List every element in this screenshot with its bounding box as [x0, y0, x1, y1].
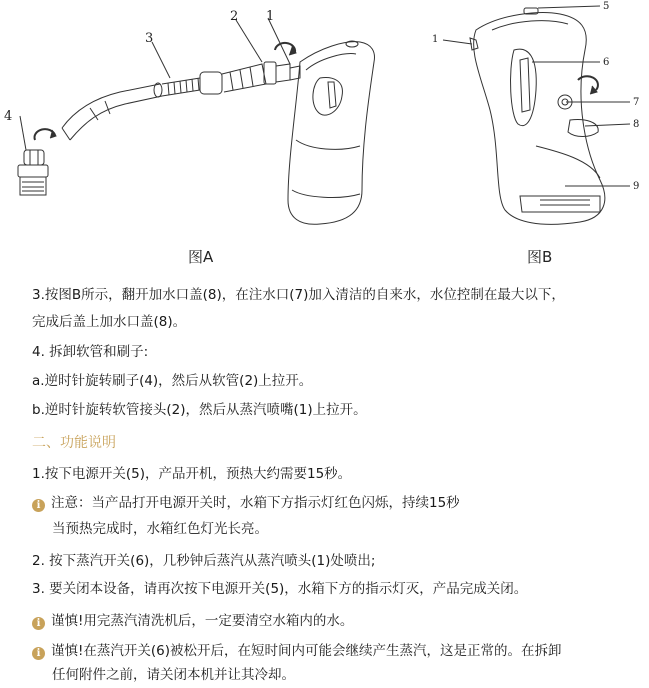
caution-2	[32, 642, 562, 660]
note-1-line1: 注意：当产品打开电源开关时，水箱下方指示灯红色闪烁，持续15秒	[51, 495, 460, 511]
figure-a-caption: 图A	[188, 248, 214, 266]
section-heading-functions: 二、功能说明	[32, 435, 116, 451]
note-1-line2: 当预热完成时，水箱红色灯光长亮。	[52, 521, 268, 537]
callout-b-7: 7	[633, 97, 640, 108]
note-1	[32, 494, 460, 512]
hose-drawing	[162, 62, 290, 96]
callout-a-1: 1	[266, 9, 275, 24]
figures-area	[0, 0, 649, 270]
caution-2-line2: 任何附件之前，请关闭本机并让其冷却。	[52, 667, 295, 683]
callout-b-5: 5	[603, 1, 610, 12]
caution-1-text: 谨慎!用完蒸汽清洗机后，一定要清空水箱内的水。	[51, 613, 354, 629]
step4-title: 4. 拆卸软管和刷子:	[32, 344, 149, 360]
function-3: 3. 要关闭本设备，请再次按下电源开关(5)，水箱下方的指示灯灭，产品完成关闭。	[32, 581, 528, 597]
function-1: 1.按下电源开关(5)，产品开机，预热大约需要15秒。	[32, 466, 352, 482]
handle-body-b-drawing	[470, 8, 605, 224]
callout-a-3: 3	[145, 31, 154, 46]
function-2: 2. 按下蒸汽开关(6)，几秒钟后蒸汽从蒸汽喷头(1)处喷出;	[32, 553, 376, 569]
callout-a-4: 4	[4, 109, 13, 124]
figure-b-caption: 图B	[527, 248, 553, 266]
callout-b-8: 8	[633, 119, 640, 130]
handle-body-a-drawing	[288, 41, 374, 224]
product-diagrams	[0, 0, 649, 270]
caution-1	[32, 612, 353, 630]
info-icon: i	[32, 647, 45, 660]
info-icon: i	[32, 499, 45, 512]
callout-a-2: 2	[230, 9, 239, 24]
brush-head-drawing	[18, 150, 48, 195]
wand-drawing	[62, 83, 162, 140]
callout-b-6: 6	[603, 57, 610, 68]
callout-b-1: 1	[432, 34, 439, 45]
step3-line2: 完成后盖上加水口盖(8)。	[32, 314, 187, 330]
step4b: b.逆时针旋转软管接头(2)，然后从蒸汽喷嘴(1)上拉开。	[32, 402, 367, 418]
step3-line1: 3.按图B所示，翻开加水口盖(8)，在注水口(7)加入清洁的自来水，水位控制在最大以下，	[32, 287, 565, 303]
step4a: a.逆时针旋转刷子(4)，然后从软管(2)上拉开。	[32, 373, 313, 389]
caution-2-line1: 谨慎!在蒸汽开关(6)被松开后，在短时间内可能会继续产生蒸汽，这是正常的。在拆卸	[51, 643, 562, 659]
callout-b-9: 9	[633, 181, 640, 192]
info-icon: i	[32, 617, 45, 630]
